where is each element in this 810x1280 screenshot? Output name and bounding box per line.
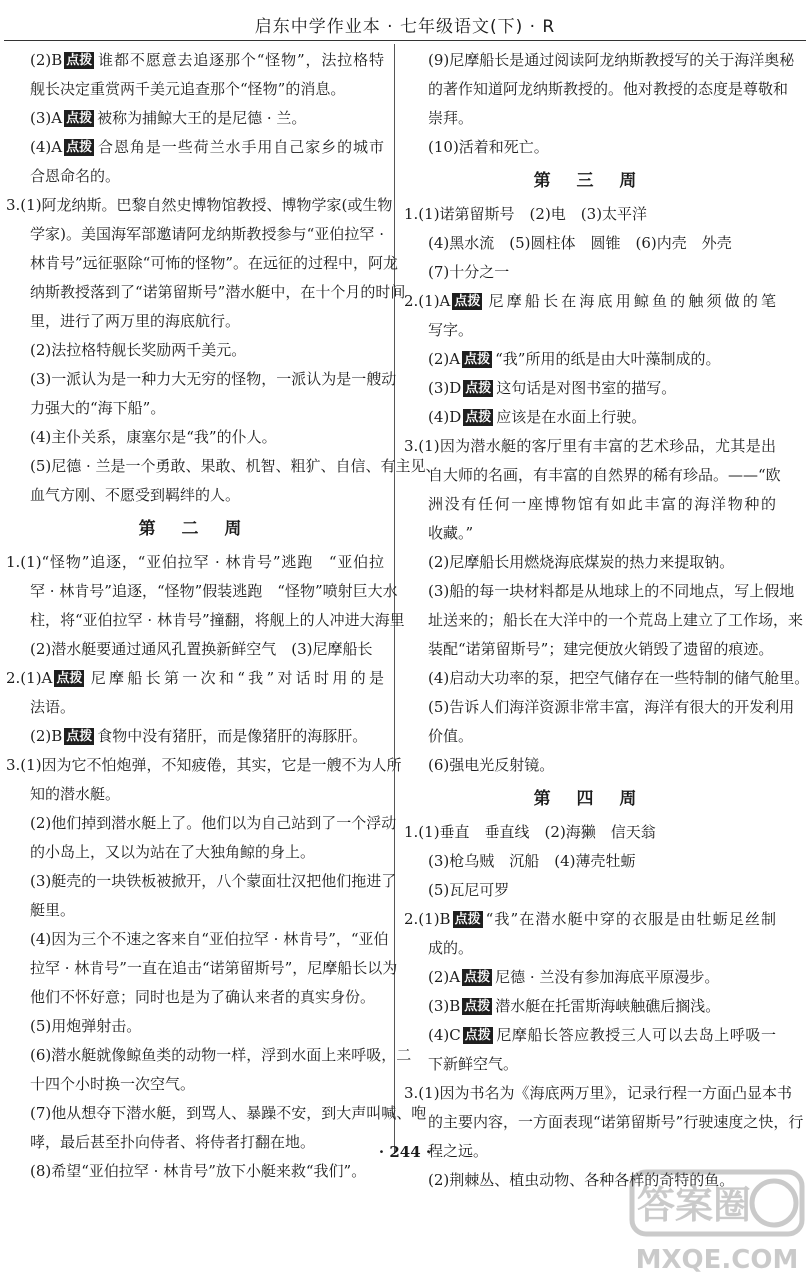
answer-line: 下新鲜空气。 bbox=[428, 1055, 519, 1073]
answer-line: 1.(1)垂直 垂直线 (2)海獭 信天翁 bbox=[404, 823, 656, 841]
answer-line: (4)黑水流 (5)圆柱体 圆锥 (6)内壳 外壳 bbox=[428, 234, 732, 252]
answer-line: 洲没有任何一座博物馆有如此丰富的海洋物种的 bbox=[428, 495, 776, 513]
answer-line: 的主要内容，一方面表现“诺第留斯号”行驶速度之快，行 bbox=[428, 1113, 804, 1131]
answer-line: (4)A 点拨 合恩角是一些荷兰水手用自己家乡的城市 bbox=[30, 138, 384, 156]
answer-line: 里，进行了两万里的海底航行。 bbox=[30, 312, 241, 330]
book-title: 启东中学作业本 · 七年级语文(下) · R bbox=[254, 17, 556, 37]
answer-line: (2)B 点拨 食物中没有猪肝，而是像猪肝的海豚肝。 bbox=[30, 727, 368, 745]
hint-badge: 点拨 bbox=[66, 729, 93, 744]
answer-line: (4)D 点拨 应该是在水面上行驶。 bbox=[428, 408, 647, 426]
hint-badge: 点拨 bbox=[454, 912, 481, 927]
answer-line: 址送来的；船长在大洋中的一个荒岛上建立了工作场，来 bbox=[428, 611, 804, 629]
answer-line: (3)船的每一块材料都是从地球上的不同地点，写上假地 bbox=[428, 582, 795, 600]
answer-line: (2)荆棘丛、植虫动物、各种各样的奇特的鱼。 bbox=[428, 1171, 735, 1189]
answer-line: 柱，将“亚伯拉罕 · 林肯号”撞翻，将舰上的人冲进大海里 bbox=[30, 611, 405, 629]
answer-line: 他们不怀好意；同时也是为了确认来者的真实身份。 bbox=[30, 988, 376, 1006]
answer-line: 艇里。 bbox=[30, 901, 76, 919]
answer-line: (3)A 点拨 被称为捕鲸大王的是尼德 · 兰。 bbox=[30, 109, 307, 127]
week-heading: 第 三 周 bbox=[533, 171, 647, 191]
answer-line: 2.(1)B 点拨 “我”在潜水艇中穿的衣服是由牡蛎足丝制 bbox=[404, 910, 776, 928]
page-number: · 244 · bbox=[378, 1143, 432, 1161]
answer-line: (5)用炮弹射击。 bbox=[30, 1017, 142, 1035]
answer-line: (9)尼摩船长是通过阅读阿龙纳斯教授写的关于海洋奥秘 bbox=[428, 51, 795, 69]
answer-line: 拉罕 · 林肯号”一直在追击“诺第留斯号”，尼摩船长以为 bbox=[30, 959, 398, 977]
answer-line: 写字。 bbox=[428, 321, 474, 339]
answer-line: (10)活着和死亡。 bbox=[428, 138, 549, 156]
answer-line: 血气方刚、不愿受到羁绊的人。 bbox=[30, 486, 241, 504]
page-header bbox=[0, 0, 810, 44]
answer-line: (4)因为三个不速之客来自“亚伯拉罕 · 林肯号”，“亚伯 bbox=[30, 930, 389, 948]
answer-line: 哮，最后甚至扑向侍者、将侍者打翻在地。 bbox=[30, 1133, 316, 1151]
answer-line: (4)C 点拨 尼摩船长答应教授三人可以去岛上呼吸一 bbox=[428, 1026, 776, 1044]
answer-line: (6)强电光反射镜。 bbox=[428, 756, 555, 774]
answer-line: 3.(1)因为潜水艇的客厅里有丰富的艺术珍品，尤其是出 bbox=[404, 437, 776, 455]
answer-line: 1.(1)诺第留斯号 (2)电 (3)太平洋 bbox=[404, 205, 648, 223]
week-heading: 第 二 周 bbox=[138, 519, 252, 539]
answer-line: 收藏。” bbox=[428, 524, 474, 542]
hint-badge: 点拨 bbox=[464, 999, 491, 1014]
answer-line: (4)启动大功率的泵，把空气储存在一些特制的储气舱里。 bbox=[428, 669, 810, 687]
answer-line: (2)A 点拨 尼德 · 兰没有参加海底平原漫步。 bbox=[428, 968, 720, 986]
answer-line: 2.(1)A 点拨 尼摩船长在海底用鲸鱼的触须做的笔 bbox=[404, 292, 776, 310]
answer-line: 知的潜水艇。 bbox=[30, 785, 121, 803]
hint-badge: 点拨 bbox=[66, 111, 93, 126]
answer-line: 的小岛上，又以为站在了大独角鲸的身上。 bbox=[30, 843, 316, 861]
answer-line: 装配“诺第留斯号”；建完便放火销毁了遗留的痕迹。 bbox=[428, 640, 774, 658]
answer-line: (3)艇壳的一块铁板被掀开，八个蒙面壮汉把他们拖进了 bbox=[30, 872, 397, 890]
answer-line: 3.(1)因为书名为《海底两万里》，记录行程一方面凸显本书 bbox=[404, 1084, 793, 1102]
answer-line: (7)十分之一 bbox=[428, 263, 510, 281]
answer-line: 罕 · 林肯号”追逐，“怪物”假装逃跑 “怪物”喷射巨大水 bbox=[30, 582, 398, 600]
answer-line: 崇拜。 bbox=[428, 109, 474, 127]
answer-line: (3)B 点拨 潜水艇在托雷斯海峡触礁后搁浅。 bbox=[428, 997, 721, 1015]
answer-line: (2)尼摩船长用燃烧海底煤炭的热力来提取钠。 bbox=[428, 553, 735, 571]
week-heading: 第 四 周 bbox=[533, 789, 647, 809]
answer-line: (8)希望“亚伯拉罕 · 林肯号”放下小艇来救“我们”。 bbox=[30, 1162, 367, 1180]
answer-line: 价值。 bbox=[428, 727, 474, 745]
answer-line: (2)A 点拨 “我”所用的纸是由大叶藻制成的。 bbox=[428, 350, 721, 368]
hint-badge: 点拨 bbox=[56, 671, 83, 686]
answer-line: (2)潜水艇要通过通风孔置换新鲜空气 (3)尼摩船长 bbox=[30, 640, 373, 658]
answer-line: 3.(1)阿龙纳斯。巴黎自然史博物馆教授、博物学家(或生物 bbox=[6, 196, 393, 214]
hint-badge: 点拨 bbox=[465, 381, 492, 396]
answer-line: 1.(1)“怪物”追逐，“亚伯拉罕 · 林肯号”逃跑 “亚伯拉 bbox=[6, 553, 384, 571]
answer-line: (3)一派认为是一种力大无穷的怪物，一派认为是一艘动 bbox=[30, 370, 397, 388]
answer-line: 的著作知道阿龙纳斯教授的。他对教授的态度是尊敬和 bbox=[428, 80, 789, 98]
hint-badge: 点拨 bbox=[66, 53, 93, 68]
answer-line: 林肯号”远征驱除“可怖的怪物”。在远征的过程中，阿龙 bbox=[30, 254, 399, 272]
header-rule bbox=[4, 40, 806, 41]
hint-badge: 点拨 bbox=[464, 1028, 491, 1043]
answer-line: (5)尼德 · 兰是一个勇敢、果敢、机智、粗犷、自信、有主见、 bbox=[30, 457, 441, 475]
hint-badge: 点拨 bbox=[464, 352, 491, 367]
answer-line: (5)告诉人们海洋资源非常丰富，海洋有很大的开发利用 bbox=[428, 698, 795, 716]
answer-line: (2)他们掉到潜水艇上了。他们以为自己站到了一个浮动 bbox=[30, 814, 397, 832]
watermark-bottom-text: MXQE.COM bbox=[635, 1245, 799, 1275]
hint-badge: 点拨 bbox=[464, 970, 491, 985]
watermark-top-text: 答案圈 bbox=[636, 1183, 752, 1227]
answer-line: 2.(1)A 点拨 尼摩船长第一次和“我”对话时用的是 bbox=[6, 669, 384, 687]
answer-line: 力强大的“海下船”。 bbox=[30, 399, 166, 417]
answer-line: (2)法拉格特舰长奖励两千美元。 bbox=[30, 341, 247, 359]
answer-line: 程之远。 bbox=[428, 1142, 489, 1160]
hint-badge: 点拨 bbox=[454, 294, 481, 309]
hint-badge: 点拨 bbox=[66, 140, 93, 155]
answer-line: (3)枪乌贼 沉船 (4)薄壳牡蛎 bbox=[428, 852, 636, 870]
answer-line: (3)D 点拨 这句话是对图书室的描写。 bbox=[428, 379, 677, 397]
answer-line: (2)B 点拨 谁都不愿意去追逐那个“怪物”，法拉格特 bbox=[30, 51, 384, 69]
answer-line: 成的。 bbox=[428, 939, 474, 957]
watermark-logo bbox=[628, 1168, 806, 1276]
answer-line: 十四个小时换一次空气。 bbox=[30, 1075, 196, 1093]
answer-line: 自大师的名画，有丰富的自然界的稀有珍品。——“欧 bbox=[428, 466, 781, 484]
answer-line: (6)潜水艇就像鲸鱼类的动物一样，浮到水面上来呼吸，二 bbox=[30, 1046, 412, 1064]
hint-badge: 点拨 bbox=[465, 410, 492, 425]
answer-line: 合恩命名的。 bbox=[30, 167, 121, 185]
answer-line: 舰长决定重赏两千美元追查那个“怪物”的消息。 bbox=[30, 80, 346, 98]
answer-line: (4)主仆关系，康塞尔是“我”的仆人。 bbox=[30, 428, 277, 446]
answer-line: 法语。 bbox=[30, 698, 76, 716]
answer-line: 纳斯教授落到了“诺第留斯号”潜水艇中，在十个月的时间 bbox=[30, 283, 406, 301]
answer-line: 3.(1)因为它不怕炮弹，不知疲倦，其实，它是一艘不为人所 bbox=[6, 756, 402, 774]
answer-line: (5)瓦尼可罗 bbox=[428, 881, 510, 899]
answer-line: 学家)。美国海军部邀请阿龙纳斯教授参与“亚伯拉罕 · bbox=[30, 225, 384, 243]
answer-line: (7)他从想夺下潜水艇，到骂人、暴躁不安，到大声叫喊、咆 bbox=[30, 1104, 427, 1122]
